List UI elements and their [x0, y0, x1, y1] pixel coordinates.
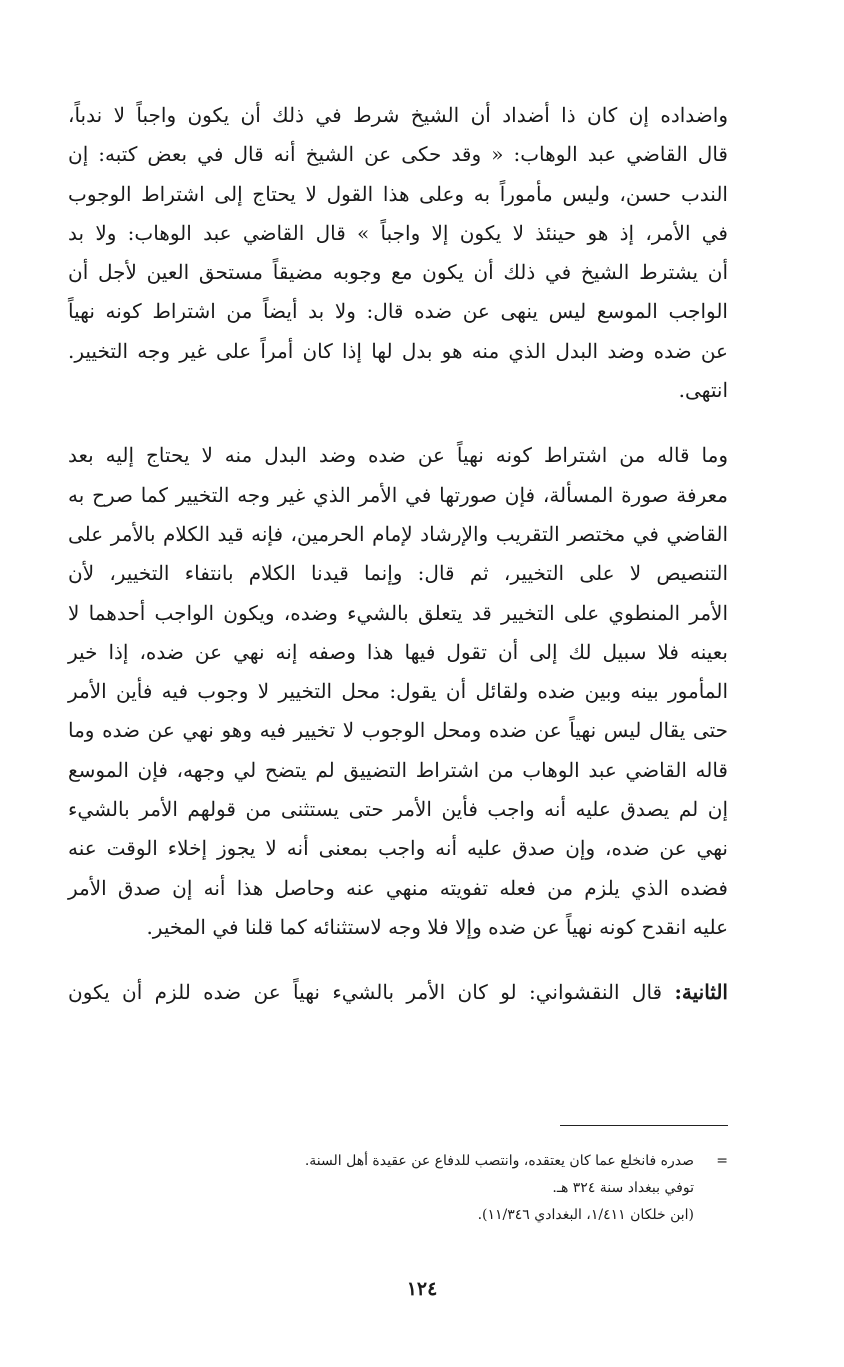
text-line: قال القاضي عبد الوهاب: « وقد حكى عن الشيخ أنه قال في بعض كتبه: إن — [68, 142, 728, 167]
text-line: عليه انقدح كونه نهياً عن ضده وإلا فلا وجه لاستثنائه كما قلنا في المخير. — [146, 914, 728, 939]
footnote-text: صدره فانخلع عما كان يعتقده، وانتصب للدفاع عن عقيدة أهل السنة. — [304, 1153, 694, 1169]
text-line: المأمور بينه وبين ضده ولقائل أن يقول: محل التخيير لا وجوب فيه فأين الأمر — [68, 679, 728, 704]
paragraph-gap — [68, 410, 728, 436]
footnote-line — [200, 1202, 728, 1229]
text-line: واضداده إن كان ذا أضداد أن الشيخ شرط في ذلك أن يكون واجباً لا ندباً، — [68, 103, 728, 127]
text-line: نهي عن ضده، وإن صدق عليه أنه واجب بمعنى أنه لا يجوز إخلاء الوقت عنه — [68, 836, 728, 861]
footnote-text: توفي ببغداد سنة ٣٢٤ هـ. — [552, 1180, 694, 1196]
text-line: بعينه فلا سبيل لك إلى أن تقول فيها هذا وصفه إنه نهي عن ضده، إذا خير — [68, 639, 728, 664]
paragraph-gap — [68, 947, 728, 973]
text-line: عن ضده وضد البدل الذي منه هو بدل لها إذا كان أمراً على غير وجه التخيير. — [68, 338, 728, 363]
text-line: القاضي في مختصر التقريب والإرشاد لإمام الحرمين، فإنه قيد الكلام بالأمر على — [68, 521, 728, 546]
text-line: انتهى. — [678, 378, 728, 403]
text-line: إن لم يصدق عليه أنه واجب فأين الأمر حتى يستثنى من قولهم الأمر بالشيء — [68, 797, 728, 822]
text-line — [68, 973, 728, 1012]
text-line: فضده الذي يلزم من فعله تفويته منهي عنه وحاصل هذا أنه إن صدق الأمر — [68, 875, 728, 900]
text-line: في الأمر، إذ هو حينئذ لا يكون إلا واجباً » قال القاضي عبد الوهاب: ولا بد — [68, 220, 728, 245]
text-line: معرفة صورة المسألة، فإن صورتها في الأمر الذي غير وجه التخيير كما صرح به — [68, 482, 728, 507]
footnotes — [200, 1148, 728, 1229]
paragraph-1 — [68, 96, 728, 410]
main-text — [68, 96, 728, 1013]
text-line: الواجب الموسع ليس ينهى عن ضده قال: ولا بد أيضاً من اشتراط كونه نهياً — [68, 299, 728, 324]
section-heading: الثانية: — [674, 980, 728, 1005]
text-line: قاله القاضي عبد الوهاب من اشتراط التضييق لم يتضح لي وجهه، فإن الموسع — [68, 757, 728, 782]
text-line: وما قاله من اشتراط كونه نهياً عن ضده وضد البدل منه لا يحتاج إليه بعد — [68, 443, 728, 468]
footnote-separator — [560, 1125, 728, 1126]
text-line: الأمر المنطوي على التخيير قد يتعلق بالشيء وضده، ويكون الواجب أحدهما لا — [68, 600, 728, 625]
text-line: التنصيص لا على التخيير، ثم قال: وإنما قيدنا الكلام بانتفاء التخيير، لأن — [68, 561, 728, 586]
paragraph-2 — [68, 436, 728, 947]
footnote-line — [200, 1148, 728, 1175]
page-number: ١٢٤ — [406, 1278, 438, 1300]
section-text: قال النقشواني: لو كان الأمر بالشيء نهياً عن ضده للزم أن يكون — [68, 980, 675, 1005]
footnote-continuation-marker: = — [716, 1153, 728, 1169]
footnote-text: (ابن خلكان ١/٤١١، البغدادي ١١/٣٤٦). — [477, 1207, 694, 1223]
footnote-line — [200, 1175, 728, 1202]
paragraph-3 — [68, 973, 728, 1012]
text-line: الندب حسن، وليس مأموراً به وعلى هذا القول لا يحتاج إلى اشتراط الوجوب — [68, 181, 728, 206]
text-line: حتى يقال ليس نهياً عن ضده ومحل الوجوب لا تخيير فيه وهو نهي عن ضده وما — [68, 718, 728, 743]
text-line: أن يشترط الشيخ في ذلك أن يكون مع وجوبه مضيقاً مستحق العين لأجل أن — [68, 260, 728, 285]
